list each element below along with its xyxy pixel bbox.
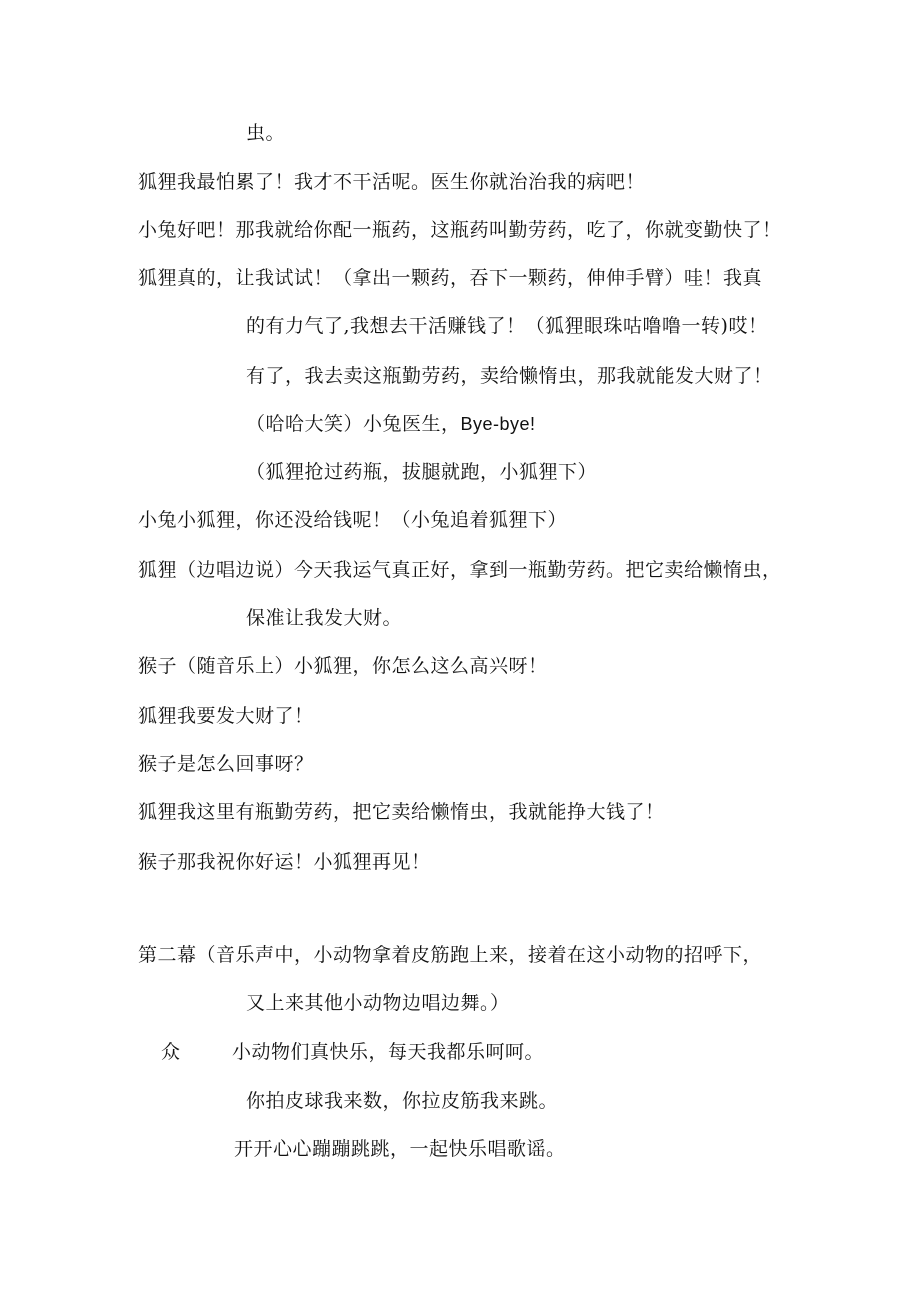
text-line: 猴子是怎么回事呀？ [138,753,314,775]
text-line: 狐狸我要发大财了！ [138,705,314,727]
text-line-part: （哈哈大笑）小兔医生， [246,413,461,435]
text-line: 狐狸我这里有瓶勤劳药，把它卖给懒惰虫，我就能挣大钱了！ [138,801,665,823]
scene-heading: 第二幕（音乐声中，小动物拿着皮筋跑上来，接着在这小动物的招呼下， [138,944,763,966]
lyric-line: 开开心心蹦蹦跳跳，一起快乐唱歌谣。 [234,1138,566,1160]
text-line: 保准让我发大财。 [246,607,403,629]
text-line: 又上来其他小动物边唱边舞。） [246,992,510,1014]
text-line: 小兔小狐狸，你还没给钱呢！（小兔追着狐狸下） [138,509,568,531]
text-line [246,412,536,436]
bye-bye-text: Bye-bye! [460,414,536,434]
text-line: （狐狸抢过药瓶，拔腿就跑，小狐狸下） [246,461,598,483]
lyric-line: 小动物们真快乐，每天我都乐呵呵。 [232,1041,545,1063]
text-line: 猴子那我祝你好运！小狐狸再见！ [138,851,431,873]
text-line: 有了，我去卖这瓶勤劳药，卖给懒惰虫，那我就能发大财了！ [246,365,773,387]
text-line: 狐狸真的，让我试试！（拿出一颗药，吞下一颗药，伸伸手臂）哇！我真 [138,267,763,289]
text-line: 狐狸（边唱边说）今天我运气真正好，拿到一瓶勤劳药。把它卖给懒惰虫， [138,559,782,581]
text-line: 小兔好吧！那我就给你配一瓶药，这瓶药叫勤劳药，吃了，你就变勤快了！ [138,219,782,241]
lyric-line: 你拍皮球我来数，你拉皮筋我来跳。 [246,1090,559,1112]
text-line: 虫。 [246,122,286,144]
text-line: 猴子（随音乐上）小狐狸，你怎么这么高兴呀！ [138,655,548,677]
text-line: 狐狸我最怕累了！我才不干活呢。医生你就治治我的病吧！ [138,171,646,193]
speaker-label: 众 [161,1041,181,1063]
text-line: 的有力气了,我想去干活赚钱了！（狐狸眼珠咕噜噜一转)哎！ [246,315,768,337]
